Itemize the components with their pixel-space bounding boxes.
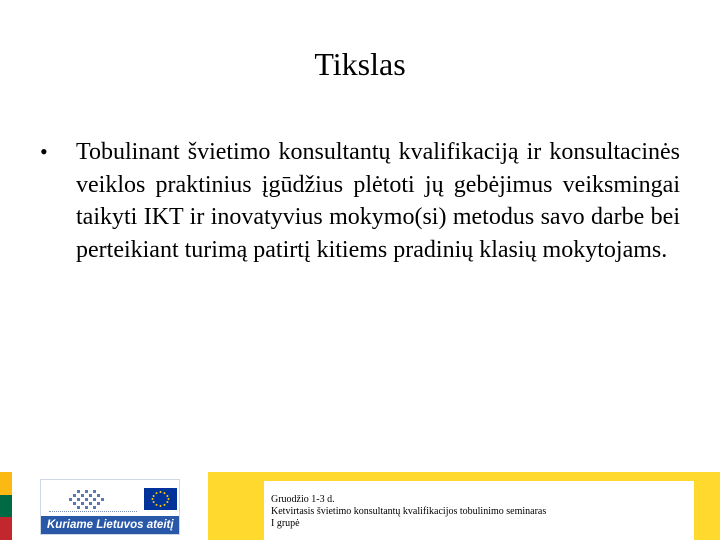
bullet-item-text: Tobulinant švietimo konsultantų kvalifikaciją ir konsultacinės veiklos praktinius įgūdžius plėtoti jų gebėjimus veiksmingai taikyti IKT ir inovatyvius mokymo(si) metodus savo darbe bei perteikiant turimą patirtį kitiems pradinių klasių mokytojams. [76,139,680,263]
footer-notes [264,481,694,540]
funding-logos [40,479,180,535]
eu-flag-icon [144,488,177,510]
slide-title: Tikslas [314,46,406,82]
footer-note-seminar: Ketvirtasis švietimo konsultantų kvalifikacijos tobulinimo seminaras [271,506,547,517]
government-grid-icon [69,490,105,510]
logo-caption-line [49,511,137,515]
footer-note-group: I grupė [271,518,300,529]
footer-note-date: Gruodžio 1-3 d. [271,494,335,505]
lithuanian-flag-strip [0,472,12,540]
footer-bar [0,472,720,540]
slogan-banner: Kuriame Lietuvos ateitį [41,516,179,534]
bullet-list [40,136,680,266]
bullet-icon: • [40,139,48,164]
footer-yellow-band [208,472,720,540]
